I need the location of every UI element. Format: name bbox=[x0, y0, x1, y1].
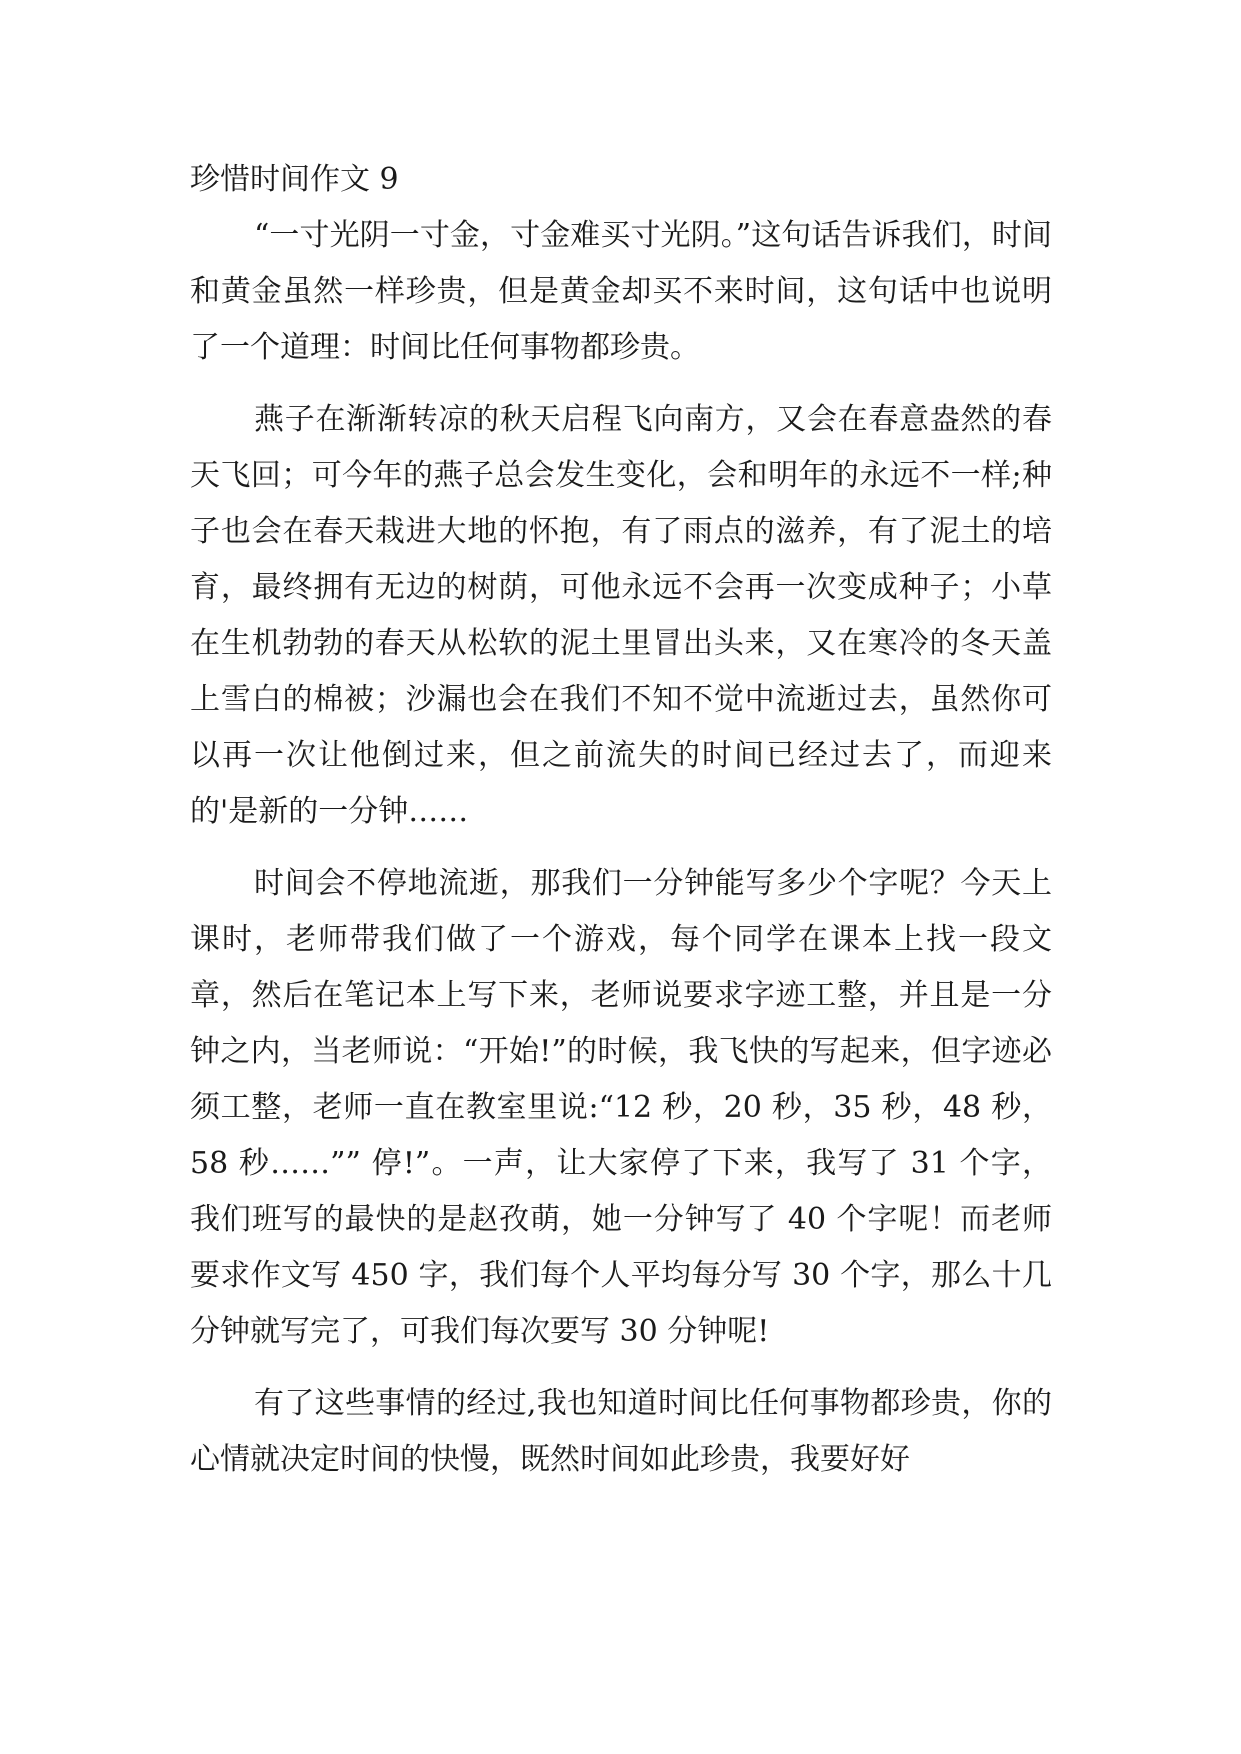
paragraph-1: “一寸光阴一寸金，寸金难买寸光阴。”这句话告诉我们，时间和黄金虽然一样珍贵，但是黄金却买不来时间，这句话中也说明了一个道理：时间比任何事物都珍贵。 bbox=[190, 218, 1052, 365]
paragraph-2: 燕子在渐渐转凉的秋天启程飞向南方，又会在春意盎然的春天飞回；可今年的燕子总会发生变化，会和明年的永远不一样;种子也会在春天栽进大地的怀抱，有了雨点的滋养，有了泥土的培育，最终拥有无边的树荫，可他永远不会再一次变成种子；小草在生机勃勃的春天从松软的泥土里冒出头来，又在寒冷的冬天盖上雪白的棉被；沙漏也会在我们不知不觉中流逝过去，虽然你可以再一次让他倒过来，但之前流失的时间已经过去了，而迎来的'是新的一分钟…… bbox=[190, 402, 1052, 829]
essay-title: 珍惜时间作文 9 bbox=[190, 162, 399, 197]
paragraph-4: 有了这些事情的经过,我也知道时间比任何事物都珍贵，你的心情就决定时间的快慢，既然时间如此珍贵，我要好好 bbox=[190, 1386, 1052, 1477]
paragraph-3: 时间会不停地流逝，那我们一分钟能写多少个字呢？今天上课时，老师带我们做了一个游戏，每个同学在课本上找一段文章，然后在笔记本上写下来，老师说要求字迹工整，并且是一分钟之内，当老师说：“开始!”的时候，我飞快的写起来，但字迹必须工整，老师一直在教室里说:“12 秒，20 秒，35 秒，48 秒，58 秒……”” 停!”。一声，让大家停了下来，我写了 31 个字，我们班写的最快的是赵孜萌，她一分钟写了 40 个字呢！而老师要求作文写 450 字，我们每个人平均每分写 30 个字，那么十几分钟就写完了，可我们每次要写 30 分钟呢! bbox=[190, 866, 1052, 1349]
essay-body bbox=[190, 152, 1052, 1488]
